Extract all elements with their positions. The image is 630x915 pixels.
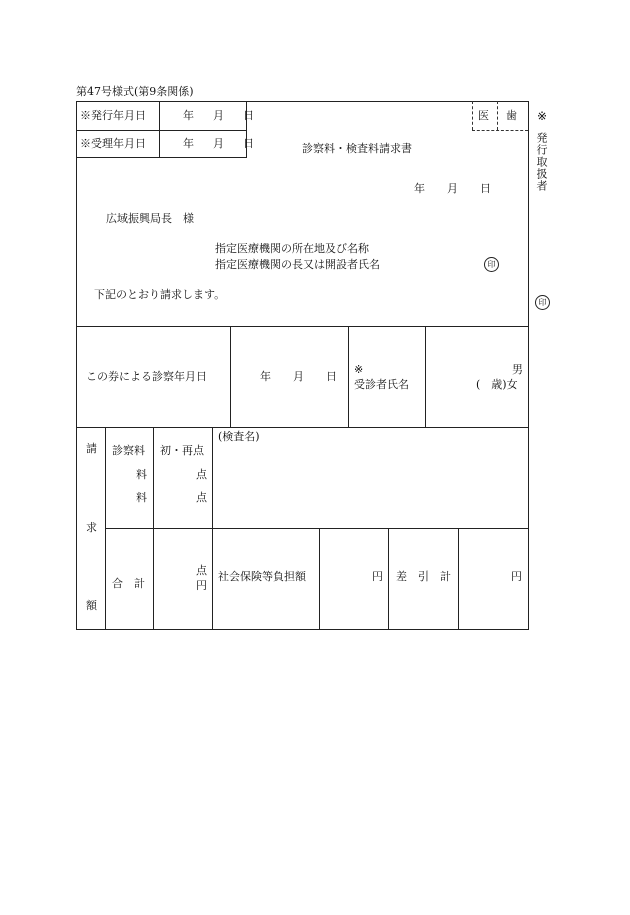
insurance-label: 社会保険等負担額 [218,570,306,583]
visit-date-value: 年 月 日 [260,370,337,383]
claim-row2-label: 料 [136,468,147,481]
patient-name-mark: ※ [354,363,364,376]
addressee: 広域振興局長 様 [106,212,194,225]
total-yen-unit: 円 [196,579,207,592]
age-sex: ( 歳)女 [476,378,518,391]
claim-side-char-2: 求 [86,521,97,534]
claim-points2: 点 [196,468,207,481]
net-yen-unit: 円 [511,570,522,583]
form-number: 第47号様式(第9条関係) [76,85,194,98]
claim-row1-label: 診察料 [112,444,145,457]
total-label: 合 計 [112,577,145,590]
receipt-date-label: ※受理年月日 [80,137,146,150]
letter-date: 年 月 日 [414,182,491,195]
claim-points1: 初・再点 [160,444,204,457]
patient-name-label: 受診者氏名 [354,378,409,391]
exam-name-label: (検査名) [218,430,260,443]
claim-points3: 点 [196,491,207,504]
claim-row3-label: 料 [136,491,147,504]
handler-label: 発行取扱者 [535,132,548,192]
institution-address-label: 指定医療機関の所在地及び名称 [215,242,369,255]
net-total-label: 差 引 計 [396,570,451,583]
insurance-yen-unit: 円 [372,570,383,583]
receipt-date-value: 年 月 日 [183,137,258,150]
total-points-unit: 点 [196,564,207,577]
institution-seal-icon: 印 [484,257,499,272]
issue-date-label: ※発行年月日 [80,109,146,122]
closing-text: 下記のとおり請求します。 [94,288,226,301]
type-medical[interactable]: 医 [478,109,489,122]
claim-side-char-3: 額 [86,599,97,612]
form-title: 診察料・検査料請求書 [302,142,412,155]
side-mark: ※ [537,109,548,123]
issue-date-value: 年 月 日 [183,109,258,122]
institution-head-label: 指定医療機関の長又は開設者氏名 [215,258,380,271]
handler-seal-icon: 印 [535,295,550,310]
visit-date-label: この券による診察年月日 [86,370,207,383]
type-dental[interactable]: 歯 [506,109,517,122]
claim-side-char-1: 請 [86,442,97,455]
sex-male: 男 [512,363,523,376]
